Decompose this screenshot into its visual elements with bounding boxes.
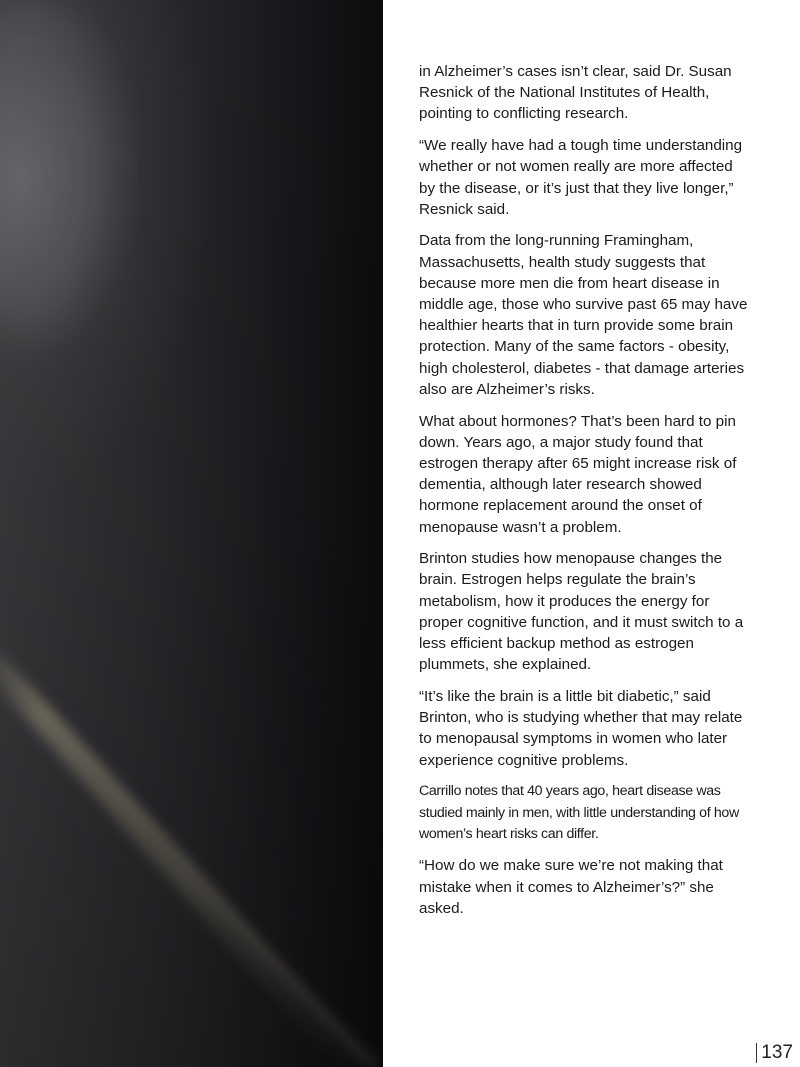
- article-paragraph-8: “How do we make sure we’re not making that mistake when it comes to Alzheimer’s?” she asked.: [419, 857, 723, 917]
- article-paragraph-4: What about hormones? That’s been hard to pin down. Years ago, a major study found that estrogen therapy after 65 might increase risk of dementia, although later research showed hormone replacement around the onset of menopause wasn’t a problem.: [419, 412, 737, 536]
- article-paragraph-6: “It’s like the brain is a little bit diabetic,” said Brinton, who is studying whether that may relate to menopausal symptoms in women who later experience cognitive problems.: [419, 687, 743, 769]
- folio-divider: [756, 1043, 757, 1063]
- page-number: 137: [761, 1042, 793, 1063]
- article-paragraph-7: Carrillo notes that 40 years ago, heart disease was studied mainly in men, with little understanding of how women’s heart risks can differ.: [419, 783, 739, 842]
- article-paragraph-5: Brinton studies how menopause changes the brain. Estrogen helps regulate the brain’s metabolism, how it produces the energy for proper cognitive function, and it must switch to a less efficient backup method as estrogen plummets, she explained.: [419, 550, 744, 674]
- page-number-folio: [756, 1040, 793, 1066]
- article-paragraph-1: in Alzheimer’s cases isn’t clear, said Dr. Susan Resnick of the National Institutes of Health, pointing to conflicting research.: [419, 63, 732, 123]
- article-paragraph-2: “We really have had a tough time understanding whether or not women really are more affected by the disease, or it’s just that they live longer,” Resnick said.: [419, 137, 743, 218]
- article-paragraph-3: Data from the long-running Framingham, Massachusetts, health study suggests that because more men die from heart disease in middle age, those who survive past 65 may have healthier hearts that in turn provide some brain protection. Many of the same factors - obesity, high cholesterol, diabetes - that damage arteries also are Alzheimer’s risks.: [419, 232, 748, 398]
- dark-photo-panel: [0, 0, 383, 1067]
- photo-shade-overlay: [0, 0, 383, 1067]
- article-body: [419, 61, 749, 930]
